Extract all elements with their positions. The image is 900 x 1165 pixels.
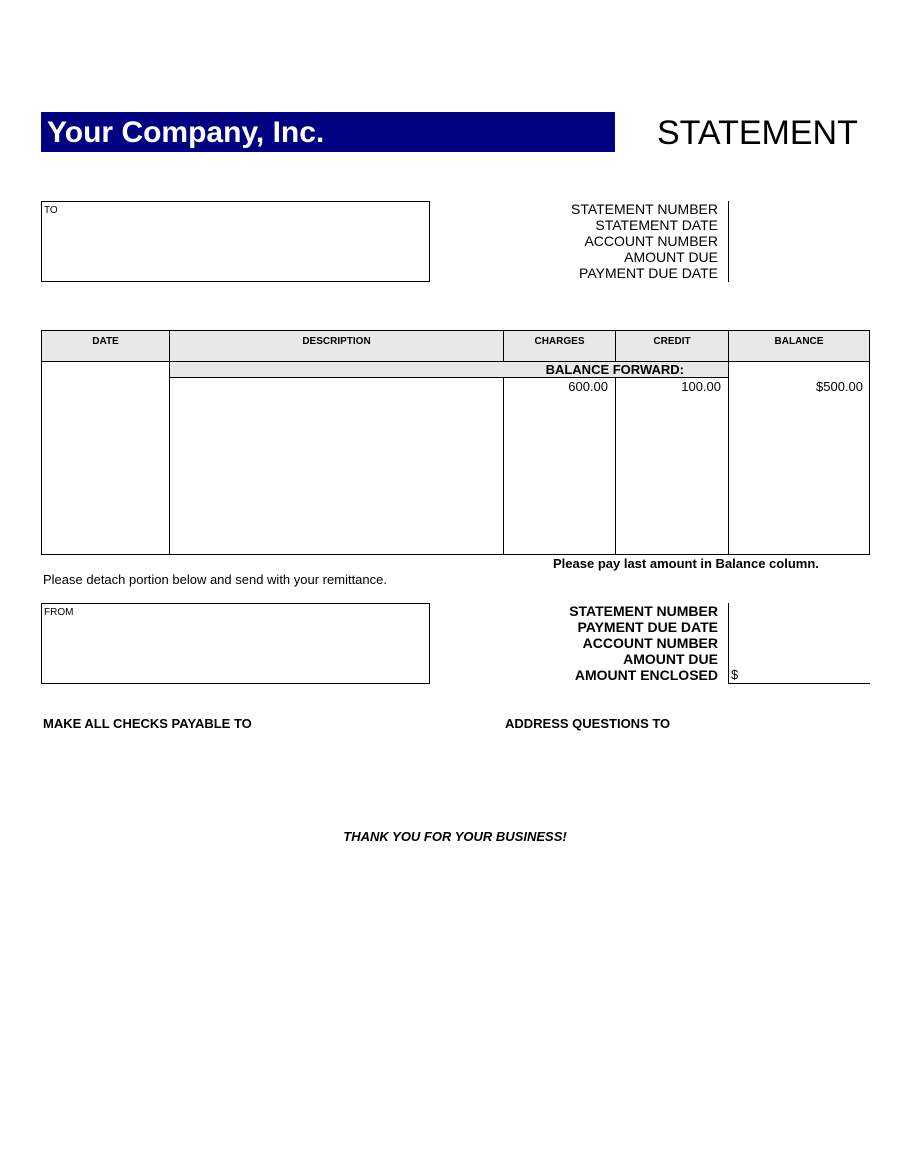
row-charges: 600.00: [568, 379, 608, 394]
balance-forward-label: BALANCE FORWARD:: [545, 362, 684, 377]
detach-note: Please detach portion below and send with your remittance.: [43, 572, 387, 587]
column-header-date: DATE: [41, 330, 170, 362]
column-header-charges: CHARGES: [503, 330, 616, 362]
column-divider: [615, 378, 616, 555]
from-address-box: [41, 603, 430, 684]
payment-due-date-label: PAYMENT DUE DATE: [579, 265, 718, 281]
column-header-credit: CREDIT: [615, 330, 729, 362]
column-divider: [169, 361, 170, 555]
statement-info-divider: [728, 201, 729, 282]
pay-last-note: Please pay last amount in Balance column.: [553, 556, 819, 571]
column-header-balance: BALANCE: [728, 330, 870, 362]
column-divider: [503, 378, 504, 555]
currency-symbol: $: [731, 667, 739, 682]
address-questions-heading: ADDRESS QUESTIONS TO: [505, 716, 671, 731]
row-credit: 100.00: [681, 379, 721, 394]
to-address-box: [41, 201, 430, 282]
company-name: Your Company, Inc.: [47, 116, 325, 149]
row-balance: $500.00: [816, 379, 863, 394]
table-body: [41, 361, 870, 555]
remit-amount-due-label: AMOUNT DUE: [623, 651, 718, 667]
remit-account-number-label: ACCOUNT NUMBER: [582, 635, 718, 651]
statement-date-label: STATEMENT DATE: [595, 217, 718, 233]
column-header-description: DESCRIPTION: [169, 330, 504, 362]
thank-you-message: THANK YOU FOR YOUR BUSINESS!: [343, 829, 567, 844]
account-number-label: ACCOUNT NUMBER: [584, 233, 718, 249]
amount-enclosed-field[interactable]: [728, 683, 870, 684]
company-name-banner: [41, 112, 615, 152]
remittance-info-divider: [728, 603, 729, 684]
from-label: FROM: [44, 607, 74, 618]
to-label: TO: [44, 205, 58, 216]
column-divider: [728, 361, 729, 555]
balance-forward-row: [170, 362, 728, 378]
checks-payable-heading: MAKE ALL CHECKS PAYABLE TO: [43, 716, 252, 731]
amount-due-label: AMOUNT DUE: [624, 249, 718, 265]
amount-enclosed-label: AMOUNT ENCLOSED: [574, 667, 718, 683]
statement-number-label: STATEMENT NUMBER: [570, 201, 718, 217]
remit-statement-number-label: STATEMENT NUMBER: [569, 603, 718, 619]
document-title: STATEMENT: [657, 114, 858, 152]
remit-payment-due-date-label: PAYMENT DUE DATE: [577, 619, 718, 635]
